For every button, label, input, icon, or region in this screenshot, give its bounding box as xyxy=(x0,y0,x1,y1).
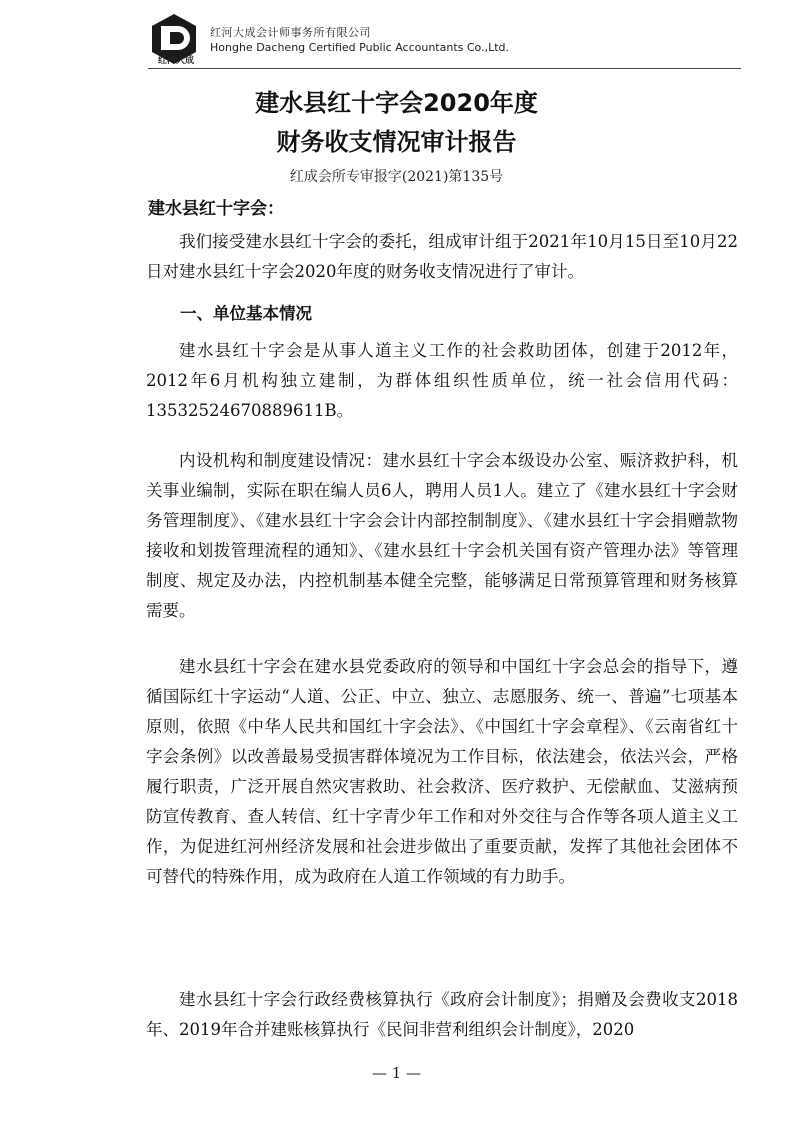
addressee: 建水县红十字会： xyxy=(148,199,284,219)
section-heading-basic-info: 一、单位基本情况 xyxy=(180,304,312,323)
report-title-line2: 财务收支情况审计报告 xyxy=(276,128,517,156)
report-title-line1: 建水县红十字会2020年度 xyxy=(255,89,538,117)
logo-text: 红河大成 xyxy=(157,56,194,66)
page-number: — 1 — xyxy=(371,1064,422,1082)
paragraph-engagement: 我们接受建水县红十字会的委托，组成审计组于2021年10月15日至10月22日对建水县红十字会2020年度的财务收支情况进行了审计。 xyxy=(146,232,738,281)
paragraph-mission: 建水县红十字会在建水县党委政府的领导和中国红十字会总会的指导下，遵循国际红十字运动“人道、公正、中立、独立、志愿服务、统一、普遍”七项基本原则，依照《中华人民共和国红十字会法》、《中国红十字会章程》、《云南省红十字会条例》以改善最易受损害群体境况为工作目标，依法建会，依法兴会，严格履行职责，广泛开展自然灾害救助、社会救济、医疗救护、无偿献血、艾滋病预防宣传教育、查人转信、红十字青少年工作和对外交往与合作等各项人道主义工作，为促进红河州经济发展和社会进步做出了重要贡献，发挥了其他社会团体不可替代的特殊作用，成为政府在人道工作领域的有力助手。 xyxy=(146,657,738,886)
paragraph-internal-structure: 内设机构和制度建设情况：建水县红十字会本级设办公室、赈济救护科，机关事业编制，实际在职在编人员6人，聘用人员1人。建立了《建水县红十字会财务管理制度》、《建水县红十字会会计内部控制制度》、《建水县红十字会捐赠款物接收和划拨管理流程的通知》、《建水县红十字会机关国有资产管理办法》等管理制度、规定及办法，内控机制基本健全完整，能够满足日常预算管理和财务核算需要。 xyxy=(146,451,738,620)
firm-name-cn: 红河大成会计师事务所有限公司 xyxy=(210,26,371,39)
paragraph-accounting: 建水县红十字会行政经费核算执行《政府会计制度》；捐赠及会费收支2018年、2019年合并建账核算执行《民间非营利组织会计制度》，2020 xyxy=(146,990,738,1039)
header-divider xyxy=(148,68,741,69)
firm-name-en: Honghe Dacheng Certified Public Accountants Co.,Ltd. xyxy=(210,41,510,54)
document-number: 红成会所专审报字(2021)第135号 xyxy=(289,169,504,185)
paragraph-organization: 建水县红十字会是从事人道主义工作的社会救助团体，创建于2012年，2012年6月机构独立建制，为群体组织性质单位，统一社会信用代码：13532524670889611B。 xyxy=(146,341,738,420)
